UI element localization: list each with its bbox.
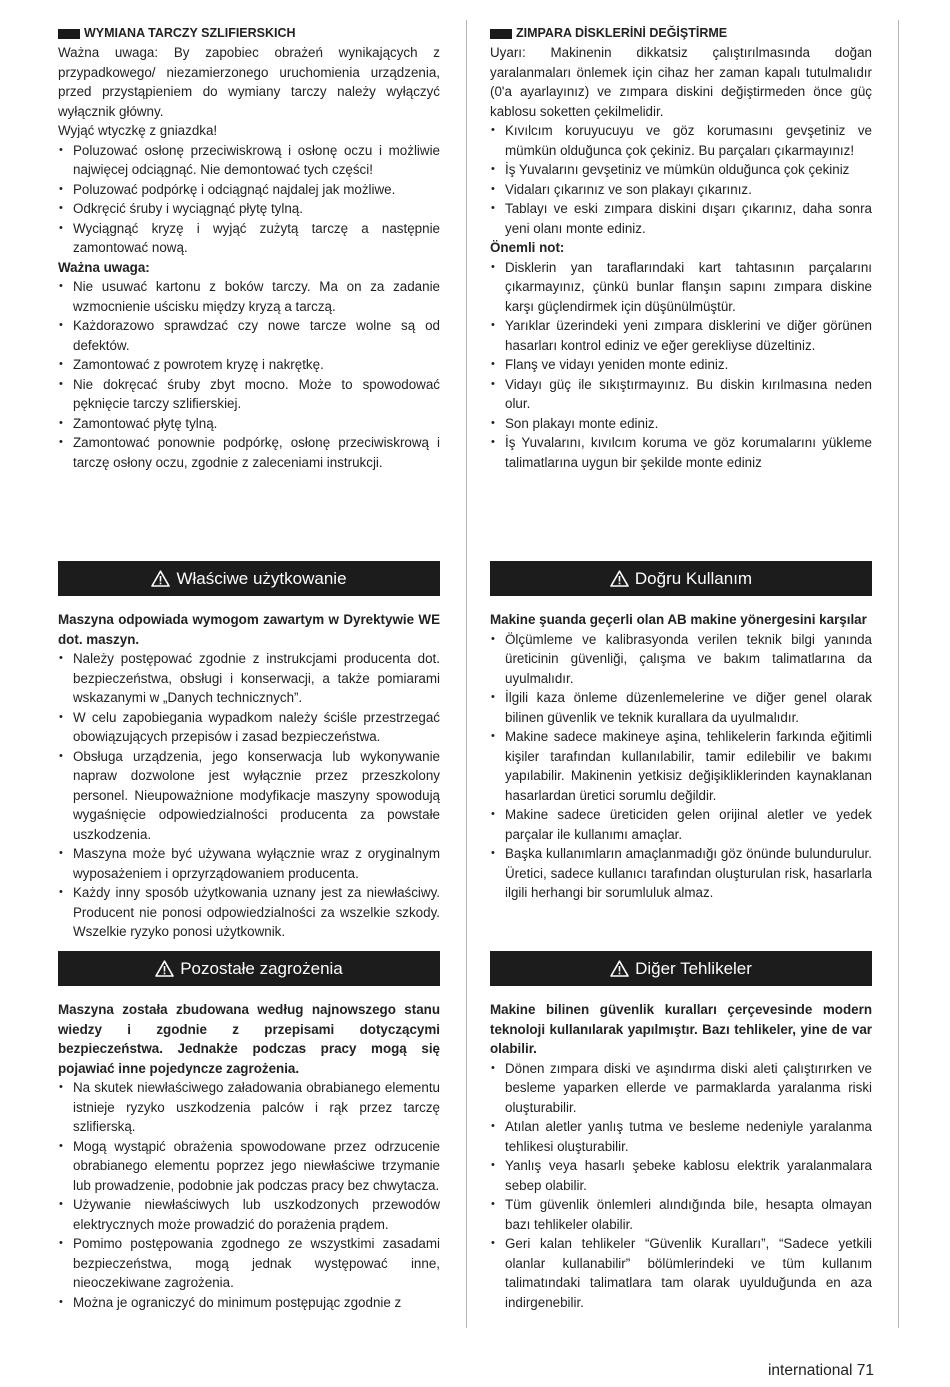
- section-residual-risks-tr: [490, 1000, 872, 1312]
- section-intended-use-pl: [58, 610, 440, 942]
- list-item: • Tüm güvenlik önlemleri alındığında bile, hesapta olmayan bazı tehlikeler olabilir.: [490, 1195, 872, 1234]
- section-heading: [490, 24, 872, 43]
- usage-list: [490, 630, 872, 903]
- list-item: • Disklerin yan taraflarındaki kart tahtasının parçalarını çıkarmayınız, çünkü bunlar flanşın sapını zımpara diskine karşı güçlendirmek için düşünülmüştür.: [490, 258, 872, 317]
- list-item: • Dönen zımpara diski ve aşındırma diski aleti çalıştırırken ve besleme yaparken ellerde ve parmaklarda yaralanma riski oluşturabilir.: [490, 1059, 872, 1118]
- note-label: Önemli not:: [490, 240, 565, 255]
- heading-marker: [490, 29, 512, 39]
- list-item: • Każdorazowo sprawdzać czy nowe tarcze wolne są od defektów.: [58, 316, 440, 355]
- notes-list: [490, 258, 872, 473]
- list-item: • Tablayı ve eski zımpara diskini dışarı çıkarınız, daha sonra yeni olanı monte ediniz.: [490, 199, 872, 238]
- list-item: • Nie dokręcać śruby zbyt mocno. Może to spowodować pęknięcie tarczy szlifierskiej.: [58, 375, 440, 414]
- usage-list: [58, 649, 440, 942]
- list-item: • Zamontować z powrotem kryzę i nakrętkę.: [58, 355, 440, 375]
- banner-residual-risks-pl: [58, 951, 440, 986]
- heading-marker: [58, 29, 80, 39]
- banner-residual-risks-tr: [490, 951, 872, 986]
- banner-title: Diğer Tehlikeler: [635, 958, 752, 978]
- section-wheel-replacement-tr: [490, 24, 872, 472]
- warning-triangle-icon: [610, 960, 629, 977]
- list-item: • Makine sadece makineye aşina, tehlikelerin farkında eğitimli kişiler tarafından kullanılabilir, tamir edilebilir ve bakımı yapılabilir. Makinenin yetkisiz değişikliklerinden kaynaklanan hasarlardan üretici sorumlu değildir.: [490, 727, 872, 805]
- list-item: • Poluzować osłonę przeciwiskrową i osłonę oczu i możliwie najwięcej odciągnąć. Nie demontować tych części!: [58, 141, 440, 180]
- section-wheel-replacement-pl: [58, 24, 440, 472]
- banner-title: Pozostałe zagrożenia: [180, 958, 343, 978]
- list-item: • Poluzować podpórkę i odciągnąć najdalej jak możliwe.: [58, 180, 440, 200]
- notes-list: [58, 277, 440, 472]
- risks-list: [58, 1078, 440, 1312]
- list-item: • Pomimo postępowania zgodnego ze wszystkimi zasadami bezpieczeństwa, mogą jednak występować inne, nieoczekiwane zagrożenia.: [58, 1234, 440, 1293]
- banner-intended-use-pl: [58, 561, 440, 596]
- list-item: • Każdy inny sposób użytkowania uznany jest za niewłaściwy. Producent nie ponosi odpowiedzialności za wszelkie szkody. Wszelkie ryzyko ponosi użytkownik.: [58, 883, 440, 942]
- heading-text: ZIMPARA DİSKLERİNİ DEĞİŞTİRME: [516, 26, 728, 40]
- column-divider-left: [466, 20, 467, 1328]
- list-item: • Obsługa urządzenia, jego konserwacja lub wykonywanie napraw dozwolone jest wyłącznie przez przeszkolony personel. Nieupoważnione modyfikacje maszyny spowodują wygaśnięcie odpowiedzialności producenta za powstałe uszkodzenia.: [58, 747, 440, 845]
- warning-intro: Uyarı: Makinenin dikkatsiz çalıştırılmasında doğan yaralanmaları önlemek için cihaz her zaman kapalı tutulmalıdır (0'a ayarlayınız) ve zımpara diskini değiştirmeden önce güç kablosu soketten çekilmelidir.: [490, 45, 872, 119]
- list-item: • Ölçümleme ve kalibrasyonda verilen teknik bilgi yanında üreticinin güvenliği, çalışma ve bakım talimatlarına da uyulmalıdır.: [490, 630, 872, 689]
- warning-triangle-icon: [610, 570, 629, 587]
- page-footer: [768, 1362, 874, 1380]
- section-lead: Maszyna została zbudowana według najnowszego stanu wiedzy i zgodnie z przepisami dotyczącymi bezpieczeństwa. Jednakże podczas pracy mogą się pojawiać inne pojedyncze zagrożenia.: [58, 1002, 440, 1076]
- footer-brand: international: [767, 1362, 853, 1379]
- list-item: • Należy postępować zgodnie z instrukcjami producenta dot. bezpieczeństwa, obsługi i konserwacji, a także pomiarami wskazanymi w „Danych technicznych”.: [58, 649, 440, 708]
- unplug-instruction: Wyjąć wtyczkę z gniazdka!: [58, 123, 218, 138]
- risks-list: [490, 1059, 872, 1313]
- list-item: • Başka kullanımların amaçlanmadığı göz önünde bulundurulur. Üretici, sadece kullanıcı tarafından oluşturulan risk, hasarlarla ilgili herhangi bir sorumluluk almaz.: [490, 844, 872, 903]
- section-lead: Makine bilinen güvenlik kuralları çerçevesinde modern teknoloji kullanılarak yapılmıştır. Bazı tehlikeler, yine de var olabilir.: [490, 1002, 872, 1056]
- list-item: • Na skutek niewłaściwego załadowania obrabianego elementu istnieje ryzyko uszkodzenia palców i rąk przez tarczę szlifierską.: [58, 1078, 440, 1137]
- list-item: • Son plakayı monte ediniz.: [490, 414, 872, 434]
- steps-list: [490, 121, 872, 238]
- list-item: • Wyciągnąć kryzę i wyjąć zużytą tarczę a następnie zamontować nową.: [58, 219, 440, 258]
- warning-triangle-icon: [151, 570, 170, 587]
- section-lead: Makine şuanda geçerli olan AB makine yönergesini karşılar: [490, 612, 867, 627]
- section-heading: [58, 24, 440, 43]
- list-item: • Maszyna może być używana wyłącznie wraz z oryginalnym wyposażeniem i oprzyrządowaniem producenta.: [58, 844, 440, 883]
- list-item: • Można je ograniczyć do minimum postępując zgodnie z: [58, 1293, 440, 1313]
- note-label: Ważna uwaga:: [58, 259, 150, 275]
- list-item: • Zamontować ponownie podpórkę, osłonę przeciwiskrową i tarczę osłony oczu, zgodnie z zaleceniami instrukcji.: [58, 433, 440, 472]
- list-item: • Atılan aletler yanlış tutma ve besleme nedeniyle yaralanma tehlikesi oluşturabilir.: [490, 1117, 872, 1156]
- banner-intended-use-tr: [490, 561, 872, 596]
- page-number: 71: [856, 1362, 874, 1379]
- list-item: • Mogą wystąpić obrażenia spowodowane przez odrzucenie obrabianego elementu poprzez jego niewłaściwe trzymanie lub prowadzenie, podobnie jak podczas pracy bez chwytacza.: [58, 1137, 440, 1196]
- warning-triangle-icon: [155, 960, 174, 977]
- list-item: • Nie usuwać kartonu z boków tarczy. Ma on za zadanie wzmocnienie uścisku między kryzą a tarczą.: [58, 277, 440, 316]
- list-item: • İş Yuvalarını, kıvılcım koruma ve göz korumalarını yükleme talimatlarına uygun bir şekilde monte ediniz: [490, 433, 872, 472]
- column-divider-right: [898, 20, 899, 1328]
- list-item: • Flanş ve vidayı yeniden monte ediniz.: [490, 355, 872, 375]
- steps-list: [58, 141, 440, 258]
- list-item: • Makine sadece üreticiden gelen orijinal aletler ve yedek parçalar ile kullanımı amaçlar.: [490, 805, 872, 844]
- banner-title: Właściwe użytkowanie: [176, 568, 347, 588]
- warning-intro: Ważna uwaga: By zapobiec obrażeń wynikających z przypadkowego/ niezamierzonego uruchomienia urządzenia, przed przystąpieniem do wymiany tarczy należy wyłączyć wyłącznik główny.: [58, 45, 440, 119]
- list-item: • Używanie niewłaściwych lub uszkodzonych przewodów elektrycznych może prowadzić do porażenia prądem.: [58, 1195, 440, 1234]
- list-item: • Geri kalan tehlikeler “Güvenlik Kuralları”, “Sadece yetkili olanlar kullanabilir” bölümlerindeki ve tüm kullanım talimatındaki talimatlara tam olarak uyulduğunda en aza indirgenebilir.: [490, 1234, 872, 1312]
- section-residual-risks-pl: [58, 1000, 440, 1312]
- list-item: • Yanlış veya hasarlı şebeke kablosu elektrik yaralanmalara sebep olabilir.: [490, 1156, 872, 1195]
- list-item: • İlgili kaza önleme düzenlemelerine ve diğer genel olarak bilinen güvenlik ve teknik kurallara da uyulmalıdır.: [490, 688, 872, 727]
- banner-title: Doğru Kullanım: [634, 568, 753, 588]
- section-lead: Maszyna odpowiada wymogom zawartym w Dyrektywie WE dot. maszyn.: [58, 612, 440, 647]
- list-item: • Vidayı güç ile sıkıştırmayınız. Bu diskin kırılmasına neden olur.: [490, 375, 872, 414]
- section-intended-use-tr: [490, 610, 872, 903]
- list-item: • Kıvılcım koruyucuyu ve göz korumasını gevşetiniz ve mümkün olduğunca çok çekiniz. Bu parçaları çıkarmayınız!: [490, 121, 872, 160]
- list-item: • Yarıklar üzerindeki yeni zımpara disklerini ve diğer görünen hasarları kontrol ediniz ve eğer gerekliyse düzeltiniz.: [490, 316, 872, 355]
- heading-text: WYMIANA TARCZY SZLIFIERSKICH: [84, 26, 296, 40]
- list-item: • Odkręcić śruby i wyciągnąć płytę tylną.: [58, 199, 440, 219]
- list-item: • Vidaları çıkarınız ve son plakayı çıkarınız.: [490, 180, 872, 200]
- list-item: • Zamontować płytę tylną.: [58, 414, 440, 434]
- list-item: • W celu zapobiegania wypadkom należy ściśle przestrzegać obowiązujących przepisów i zasad bezpieczeństwa.: [58, 708, 440, 747]
- list-item: • İş Yuvalarını gevşetiniz ve mümkün olduğunca çok çekiniz: [490, 160, 872, 180]
